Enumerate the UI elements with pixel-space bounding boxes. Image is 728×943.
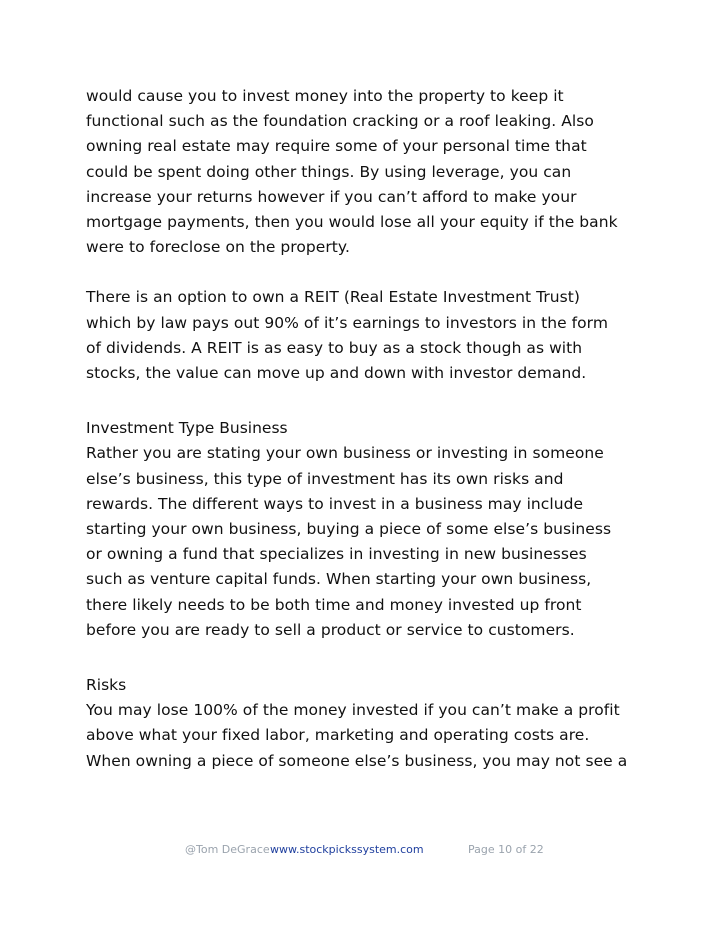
paragraph-spacer [86, 643, 646, 673]
section-heading-business: Investment Type Business [86, 419, 288, 438]
section-heading-risks: Risks [86, 676, 127, 695]
paragraph-reit [86, 285, 646, 386]
footer-website-link[interactable]: www.stockpickssystem.com [270, 843, 424, 856]
document-body [86, 84, 646, 774]
paragraph-risks [86, 698, 646, 774]
text-line: were to foreclose on the property. [86, 238, 350, 257]
footer-copyright: @Tom DeGrace [185, 843, 270, 856]
text-line: owning real estate may require some of your personal time that [86, 137, 587, 156]
text-line: Rather you are stating your own business or investing in someone [86, 444, 604, 463]
text-line: above what your fixed labor, marketing and operating costs are. [86, 726, 590, 745]
text-line: You may lose 100% of the money invested if you can’t make a profit [86, 701, 620, 720]
text-line: such as venture capital funds. When starting your own business, [86, 570, 592, 589]
paragraph-spacer [86, 386, 646, 416]
text-line: rewards. The different ways to invest in a business may include [86, 494, 584, 513]
text-line: there likely needs to be both time and money invested up front [86, 595, 582, 614]
text-line: increase your returns however if you can’t afford to make your [86, 187, 577, 206]
text-line: would cause you to invest money into the property to keep it [86, 87, 564, 105]
text-line: starting your own business, buying a piece of some else’s business [86, 520, 612, 539]
paragraph-spacer [86, 260, 646, 285]
text-line: stocks, the value can move up and down with investor demand. [86, 364, 587, 383]
footer-page-number: Page 10 of 22 [468, 843, 544, 856]
text-line: When owning a piece of someone else’s business, you may not see a [86, 751, 628, 770]
paragraph-business [86, 441, 646, 643]
text-line: else’s business, this type of investment has its own risks and [86, 469, 564, 488]
text-line: functional such as the foundation cracking or a roof leaking. Also [86, 112, 594, 131]
text-line: which by law pays out 90% of it’s earnings to investors in the form [86, 313, 608, 332]
text-line: mortgage payments, then you would lose all your equity if the bank [86, 213, 618, 232]
text-line: or owning a fund that specializes in investing in new businesses [86, 545, 587, 564]
text-line: before you are ready to sell a product or service to customers. [86, 620, 575, 639]
paragraph-real-estate-risks [86, 84, 646, 260]
text-line: There is an option to own a REIT (Real Estate Investment Trust) [86, 288, 581, 307]
text-line: of dividends. A REIT is as easy to buy as a stock though as with [86, 338, 583, 357]
text-line: could be spent doing other things. By using leverage, you can [86, 162, 572, 181]
